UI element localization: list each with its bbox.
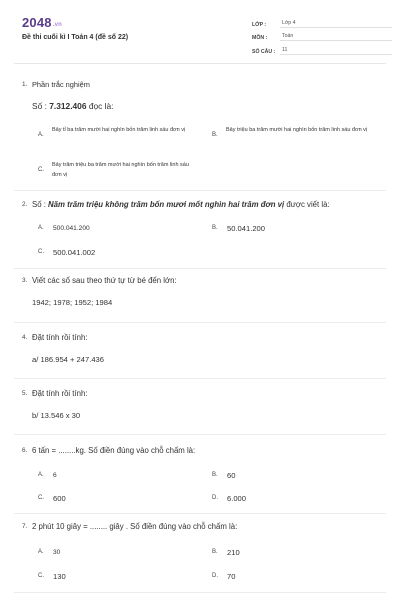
meta-subject-label: MÔN : <box>252 35 268 41</box>
separator <box>14 513 386 514</box>
question-7-option-c[interactable]: C. 130 <box>38 572 66 581</box>
question-2-text: 2. Số : Năm trăm triệu không trăm bốn mươi mốt nghìn hai trăm đơn vị được viết là: <box>22 200 330 209</box>
question-7-text: 7. 2 phút 10 giây = ........ giây . Số điền đúng vào chỗ chấm là: <box>22 522 238 531</box>
meta-subject-row <box>252 28 392 42</box>
question-4-expression: a/ 186.954 + 247.436 <box>32 355 104 364</box>
meta-count-value: 11 <box>280 47 392 55</box>
exam-title: Đề thi cuối kì I Toán 4 (đề số 22) <box>22 34 129 41</box>
separator <box>14 592 386 593</box>
question-4-text: 4. Đặt tính rồi tính: <box>22 333 88 342</box>
question-3-text: 3. Viết các số sau theo thứ tự từ bé đến lớn: <box>22 276 177 285</box>
question-7 <box>14 522 386 532</box>
question-1-number-line: Số : 7.312.406 đọc là: <box>32 101 114 111</box>
meta-subject-value: Toán <box>280 33 392 41</box>
question-1-option-a[interactable]: A. Bảy tỉ ba trăm mười hai nghìn bốn trăm linh sáu đơn vị <box>38 127 186 138</box>
separator <box>14 322 386 323</box>
question-1-text: 1. Phần trắc nghiệm <box>22 80 90 89</box>
question-1-option-c[interactable]: C. Bảy trăm triệu ba trăm mười hai nghìn bốn trăm linh sáu đơn vị <box>38 162 189 178</box>
meta-class-label: LỚP : <box>252 21 267 28</box>
site-logo[interactable]: 2048.vn <box>22 15 63 30</box>
question-5 <box>14 389 386 399</box>
question-4 <box>14 333 386 343</box>
question-1 <box>14 80 386 90</box>
question-3 <box>14 276 386 286</box>
question-7-option-d[interactable]: D. 70 <box>212 572 236 581</box>
question-1-option-b[interactable]: B. Bảy triệu ba trăm mười hai nghìn bốn trăm linh sáu đơn vị <box>212 127 368 138</box>
question-5-expression: b/ 13.546 x 30 <box>32 411 81 420</box>
question-6-text: 6. 6 tấn = ........kg. Số điền đúng vào chỗ chấm là: <box>22 446 196 455</box>
meta-count-label: SỐ CÂU : <box>252 48 276 55</box>
separator <box>14 434 386 435</box>
question-2-option-a[interactable]: A. 500.041.200 <box>38 225 90 232</box>
meta-class-row <box>252 14 392 28</box>
question-6-option-a[interactable]: A. 6 <box>38 472 57 479</box>
question-7-option-a[interactable]: A. 30 <box>38 549 61 556</box>
separator <box>14 268 386 269</box>
question-7-option-b[interactable]: B. 210 <box>212 548 240 557</box>
question-5-text: 5. Đặt tính rồi tính: <box>22 389 88 398</box>
exam-meta <box>252 14 392 55</box>
question-6-option-d[interactable]: D. 6.000 <box>212 494 247 503</box>
question-6 <box>14 446 386 456</box>
separator <box>14 190 386 191</box>
meta-count-row <box>252 41 392 55</box>
meta-class-value: Lớp 4 <box>280 20 392 28</box>
question-2-option-b[interactable]: B. 50.041.200 <box>212 224 266 233</box>
question-6-option-b[interactable]: B. 60 <box>212 471 236 480</box>
question-6-option-c[interactable]: C. 600 <box>38 494 66 503</box>
question-3-answer-line: 1942; 1978; 1952; 1984 <box>32 298 113 307</box>
separator <box>14 378 386 379</box>
question-2-option-c[interactable]: C. 500.041.002 <box>38 248 96 257</box>
exam-header <box>14 0 386 64</box>
question-2 <box>14 200 386 210</box>
